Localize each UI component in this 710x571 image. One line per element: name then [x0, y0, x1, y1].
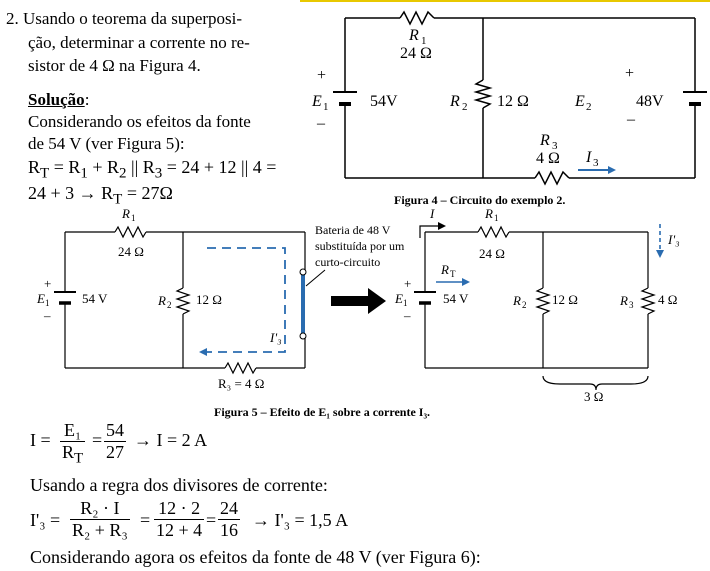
calc-i3-den: R₂ + R₃ [72, 520, 128, 540]
calc-i-frac-2 [104, 420, 126, 463]
svg-text:R: R [122, 206, 130, 221]
fig4-e1-value: 54V [370, 93, 398, 110]
fig5-left-i3-label: I'₃ [270, 330, 282, 345]
svg-text:1: 1 [131, 213, 136, 223]
fig5-right-i-label: I [430, 206, 435, 221]
svg-text:+: + [44, 276, 52, 291]
calc-i3-eq2: = [206, 510, 217, 530]
svg-text:–: – [44, 308, 51, 323]
svg-text:1: 1 [494, 213, 499, 223]
problem-line-1: 2. Usando o teorema da superposi- [6, 9, 243, 28]
calc-i-num2: 54 [106, 420, 124, 440]
calc-i-result: → I = 2 A [134, 430, 208, 450]
solution-eq-2: $24 + 3 \to R_T = 27\Omega$ [28, 183, 173, 208]
calc-i3-eq: = [140, 510, 151, 530]
fig4-e2-value: 48V [636, 93, 664, 110]
fig5-right-e1-value: 54 V [443, 291, 469, 306]
solution-line-1: Considerando os efeitos da fonte [28, 112, 251, 131]
calc-i3-frac-3 [218, 498, 240, 541]
fig4-i3-label: I [586, 149, 592, 166]
fig4-e2-minus: – [627, 111, 635, 128]
problem-line-3: sistor de 4 Ω na Figura 4. [28, 56, 201, 75]
solution-heading: Solução: [28, 90, 90, 109]
fig4-r2-name: R [450, 93, 460, 110]
fig4-e2-plus: + [625, 65, 635, 82]
svg-text:3: 3 [629, 300, 634, 310]
svg-text:1: 1 [403, 298, 408, 308]
svg-text:R: R [620, 293, 628, 308]
calc-final-text: Considerando agora os efeitos da fonte de 48 V (ver Figura 6): [30, 547, 481, 567]
fig4-e2-sub: 2 [586, 101, 592, 113]
fig4-r3-value: 4 Ω [536, 150, 560, 167]
svg-text:E: E [37, 291, 45, 306]
fig5-note-line-3: curto-circuito [315, 255, 381, 269]
fig5-note-line-1: Bateria de 48 V [315, 223, 391, 237]
calc-i-lhs: I = [30, 430, 51, 450]
fig5-right-rt-sub: T [450, 269, 456, 279]
calc-i-num: E₁ [60, 420, 85, 442]
fig4-e1-sub: 1 [323, 101, 329, 113]
fig4-e2-name: E [575, 93, 585, 110]
figure-5-circuit [0, 200, 710, 405]
fig5-right-rt-label: R [441, 262, 449, 277]
svg-text:2: 2 [167, 300, 172, 310]
calc-i-frac-1 [60, 420, 85, 468]
svg-text:R: R [513, 293, 521, 308]
calc-i3-num2: 12 · 2 [154, 498, 204, 520]
calc-i3-frac-1 [70, 498, 130, 541]
calc-i3-den3: 16 [220, 520, 238, 540]
calc-i-den2: 27 [106, 442, 124, 462]
calc-i3-result: → I'₃ = 1,5 A [252, 510, 349, 530]
svg-text:R: R [158, 293, 166, 308]
calc-i3-lhs: I'₃ = [30, 510, 61, 530]
solution-eq-1: $R_T = R_1 + R_2$ || $R_3 = 24 + 12$ || 4 = [28, 157, 277, 182]
fig4-i3-sub: 3 [593, 157, 599, 169]
fig5-left-e1-value: 54 V [82, 291, 108, 306]
fig4-r2-sub: 2 [462, 101, 468, 113]
fig4-e1-minus: – [317, 115, 325, 132]
solution-line-2: de 54 V (ver Figura 5): [28, 134, 185, 153]
svg-text:2: 2 [522, 300, 527, 310]
calc-i3-num: R₂ · I [70, 498, 130, 520]
calc-divider-text: Usando a regra dos divisores de corrente: [30, 475, 328, 495]
calc-i3-den2: 12 + 4 [156, 520, 203, 540]
svg-text:R: R [485, 206, 493, 221]
fig4-r3-sub: 3 [552, 140, 558, 152]
fig5-right-r1-value: 24 Ω [479, 246, 505, 261]
figure-4-caption: Figura 4 – Circuito do exemplo 2. [394, 193, 566, 207]
fig5-left-r2-value: 12 Ω [196, 292, 222, 307]
calc-i-eq: = [92, 430, 103, 450]
svg-text:1: 1 [45, 298, 50, 308]
fig5-right-r3-value: 4 Ω [658, 292, 678, 307]
fig5-left-r1-value: 24 Ω [118, 244, 144, 259]
calc-i3-frac-2 [154, 498, 204, 541]
fig5-note-line-2: substituída por um [315, 239, 405, 253]
fig4-r2-value: 12 Ω [497, 93, 529, 110]
fig4-r1-name: R [409, 27, 419, 44]
fig5-right-brace-value: 3 Ω [584, 389, 604, 404]
fig5-right-i3-label: I'₃ [668, 232, 680, 247]
figure-5-caption: Figura 5 – Efeito de E₁ sobre a corrente I₃. [214, 405, 431, 419]
calc-i3-num3: 24 [220, 498, 238, 518]
svg-text:–: – [404, 308, 411, 323]
fig4-r3-name: R [540, 132, 550, 149]
figure-4-circuit [300, 0, 710, 200]
fig5-left-r3-label: R₃ = 4 Ω [218, 376, 265, 391]
fig4-r1-value: 24 Ω [400, 45, 432, 62]
svg-text:E: E [395, 291, 403, 306]
problem-line-2: ção, determinar a corrente no re- [28, 33, 250, 52]
fig4-e1-name: E [312, 93, 322, 110]
calc-i-den: $R_T$ [62, 442, 84, 467]
svg-text:+: + [404, 276, 412, 291]
fig4-r1-sub: 1 [421, 35, 427, 47]
fig4-e1-plus: + [317, 67, 327, 84]
fig5-right-r2-value: 12 Ω [552, 292, 578, 307]
